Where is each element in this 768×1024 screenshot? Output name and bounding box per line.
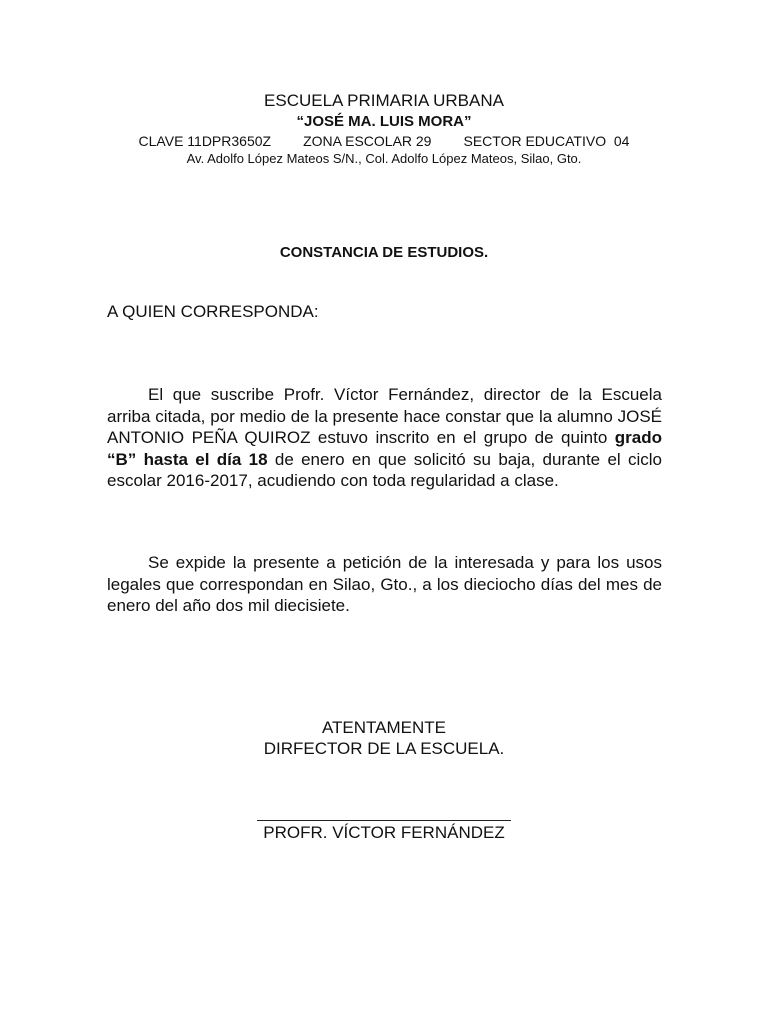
salutation: A QUIEN CORRESPONDA: [107,302,319,321]
paragraph-2-text: Se expide la presente a petición de la interesada y para los usos legales que correspondan en Silao, Gto., a los dieciocho días del mes de enero del año dos mil diecisiete. [107,553,662,615]
school-info-line [0,133,768,149]
school-subname: “JOSÉ MA. LUIS MORA” [296,113,472,130]
school-name: ESCUELA PRIMARIA URBANA [264,91,504,110]
signer-name: PROFR. VÍCTOR FERNÁNDEZ [263,823,505,842]
paragraph-1-part-1: El que suscribe Profr. Víctor Fernández, director de la Escuela arriba citada, por medio de la presente hace constar que la alumno JOSÉ ANTONIO PEÑA QUIROZ estuvo inscrito en el grupo de quinto [107,385,662,447]
signature-line [257,820,511,821]
school-sector: SECTOR EDUCATIVO 04 [463,133,630,149]
paragraph-1-bold: grado “B” hasta el día 18 [107,428,662,469]
body-paragraph-2 [107,552,662,617]
body-paragraph-1 [107,384,662,492]
closing-sign-off: ATENTAMENTE [321,718,447,737]
school-zona: ZONA ESCOLAR 29 [303,133,432,149]
signer-role: DIRFECTOR DE LA ESCUELA. [263,739,505,758]
document-title: CONSTANCIA DE ESTUDIOS. [279,244,489,261]
paragraph-1-part-2: de enero en que solicitó su baja, durante el ciclo escolar 2016-2017, acudiendo con toda regularidad a clase. [107,449,662,490]
school-clave: CLAVE 11DPR3650Z [138,133,272,149]
school-address: Av. Adolfo López Mateos S/N., Col. Adolfo López Mateos, Silao, Gto. [186,151,582,166]
